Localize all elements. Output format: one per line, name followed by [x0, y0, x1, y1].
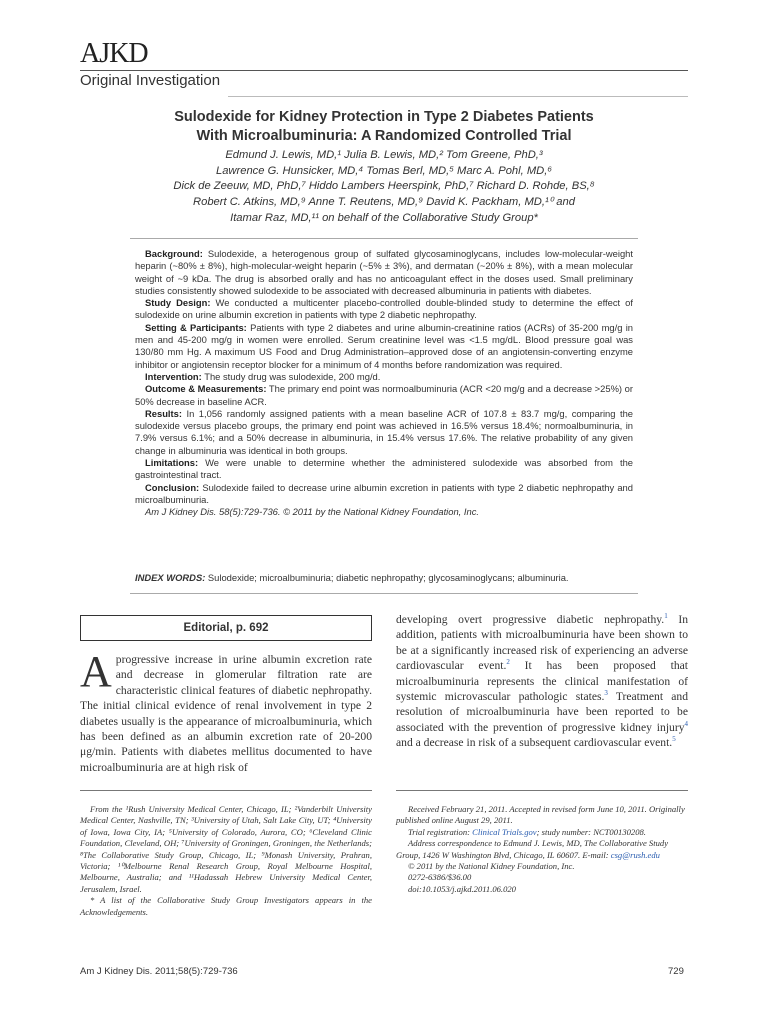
index-words-label: INDEX WORDS:	[135, 572, 206, 583]
section-rule	[228, 96, 688, 97]
body-text: progressive increase in urine albumin excretion rate and decrease in glomerular filtration rate are characteristic clinical features of diabetic nephropathy. The initial clinical evidence of renal involvement in type 2 diabetes usually is the appearance of microalbuminuria, which has been defined as an albumin excretion rate of 20-200 μg/min. Patients with diabetes mellitus documented to have microalbuminuria are at high risk of	[80, 653, 372, 774]
abstract-text: We were unable to determine whether the administered sulodexide was absorbed from the gastrointestinal tract.	[135, 457, 633, 481]
address-text: Address correspondence to Edmund J. Lewis, MD, The Collaborative Study Group, 1426 W Washington Blvd, Chicago, IL 60607. E-mail:	[396, 838, 669, 860]
section-label: Original Investigation	[80, 72, 221, 89]
editorial-link[interactable]: Editorial, p. 692	[80, 615, 372, 641]
article-title-line: With Microalbuminuria: A Randomized Controlled Trial	[196, 128, 572, 144]
author-list	[80, 148, 688, 227]
abstract-label: Background:	[145, 248, 203, 259]
abstract-label: Intervention:	[145, 370, 202, 382]
author-line: Lawrence G. Hunsicker, MD,⁴ Tomas Berl, MD,⁵ Marc A. Pohl, MD,⁶	[215, 164, 553, 177]
body-column-right	[396, 612, 688, 751]
abstract	[135, 248, 633, 519]
abstract-label: Limitations:	[145, 457, 199, 469]
received-dates: Received February 21, 2011. Accepted in revised form June 10, 2011. Originally published online August 29, 2011.	[396, 804, 685, 826]
reference-link[interactable]: 5	[672, 735, 676, 744]
correspondence-address	[396, 838, 688, 861]
abstract-text: In 1,056 randomly assigned patients with a mean baseline ACR of 107.8 ± 83.7 mg/g, comparing the sulodexide versus placebo groups, the primary end point was achieved in 16.5% versus 18.4%; normoalbuminuria, in 7.9% versus 6.1%; and a 50% decrease in albuminuria, in 15.4% versus 17.6%. The relative probability of any given change in albuminuria was identical in both groups.	[135, 407, 633, 456]
author-line: Robert C. Atkins, MD,⁹ Anne T. Reutens, MD,⁹ David K. Packham, MD,¹⁰ and	[193, 196, 575, 209]
abstract-label: Outcome & Measurements:	[145, 383, 267, 395]
reference-link[interactable]: 4	[684, 719, 688, 728]
abstract-text: Patients with type 2 diabetes and urine albumin-creatinine ratios (ACRs) of 35-200 mg/g in men and 45-200 mg/g in women were enrolled. Serum creatinine level was <1.5 mg/dL. Blood pressure goal was 130/80 mm Hg. A maximum US Food and Drug Administration–approved dose of an angiotensin-converting enzyme inhibitor or angiotensin receptor blocker for a minimum of 4 months before randomization was required.	[135, 321, 633, 370]
trial-registry-link[interactable]: Clinical Trials.gov	[472, 826, 537, 837]
body-text: In addition, patients with microalbuminuria have been shown to be at a significantly increased risk of experiencing an adverse cardiovascular event.	[396, 613, 688, 673]
article-title	[80, 108, 688, 146]
body-text: Treatment and resolution of microalbuminuria have been reported to be associated with the prevention of progressive kidney injury	[396, 690, 688, 734]
copyright-notice: © 2011 by the National Kidney Foundation, Inc.	[408, 861, 575, 872]
body-text: and a decrease in risk of a subsequent cardiovascular event.	[396, 736, 673, 750]
issn: 0272-6386/$36.00	[408, 872, 472, 883]
reference-link[interactable]: 2	[506, 658, 510, 667]
abstract-label: Conclusion:	[145, 481, 200, 493]
email-link[interactable]: csg@rush.edu	[610, 849, 660, 860]
body-column-left	[80, 647, 372, 775]
journal-logo: AJKD	[80, 38, 148, 69]
author-line: Dick de Zeeuw, MD, PhD,⁷ Hiddo Lambers Heerspink, PhD,⁷ Richard D. Rohde, BS,⁸	[173, 180, 595, 193]
footnote-rule	[80, 790, 372, 791]
trial-registration	[396, 827, 688, 838]
abstract-conclusion	[135, 482, 633, 507]
index-words-list: Sulodexide; microalbuminuria; diabetic nephropathy; glycosaminoglycans; albuminuria.	[207, 572, 569, 583]
abstract-design	[135, 297, 633, 322]
index-words	[135, 572, 633, 583]
abstract-label: Results:	[145, 407, 182, 419]
abstract-text: The primary end point was normoalbuminuria (ACR <20 mg/g and a decrease >25%) or 50% decrease in baseline ACR.	[135, 383, 634, 407]
abstract-limitations	[135, 457, 633, 482]
abstract-text: We conducted a multicenter placebo-controlled double-blinded study to determine the effect of sulodexide on urine albumin excretion in patients with type 2 diabetic nephropathy.	[135, 297, 633, 321]
abstract-outcome	[135, 383, 633, 408]
doi: doi:10.1053/j.ajkd.2011.06.020	[408, 883, 516, 894]
reference-link[interactable]: 3	[604, 689, 608, 698]
affiliations-text: From the ¹Rush University Medical Center, Chicago, IL; ²Vanderbilt University Medical Center, Nashville, TN; ³University of Utah, Salt Lake City, UT; ⁴University of Iowa, Iowa City, IA; ⁵University of Colorado, Aurora, CO; ⁶Cleveland Clinic Foundation, Cleveland, OH; ⁷University of Groningen, Groningen, the Netherlands; ⁸The Collaborative Study Group, Chicago, IL; ⁹Monash University, Prahran, Victoria; ¹⁰Melbourne Renal Research Group, Royal Melbourne Hospital, Melbourne, Australia; and ¹¹Hadassah Hebrew University Medical Center, Jerusalem, Israel.	[80, 804, 372, 894]
abstract-text: Sulodexide failed to decrease urine albumin excretion in patients with type 2 diabetic nephropathy and microalbuminuria.	[135, 481, 633, 505]
footnote-rule	[396, 790, 688, 791]
abstract-background	[135, 248, 633, 297]
abstract-citation: Am J Kidney Dis. 58(5):729-736. © 2011 by the National Kidney Foundation, Inc.	[145, 506, 480, 518]
article-title-line: Sulodexide for Kidney Protection in Type 2 Diabetes Patients	[174, 109, 594, 125]
footer-citation: Am J Kidney Dis. 2011;58(5):729-736	[80, 966, 238, 977]
article-notes	[396, 804, 688, 895]
abstract-text: The study drug was sulodexide, 200 mg/d.	[204, 370, 381, 382]
abstract-label: Study Design:	[145, 297, 211, 309]
investigators-note: * A list of the Collaborative Study Group Investigators appears in the Acknowledgements.	[80, 895, 372, 917]
trial-registration-label: Trial registration:	[408, 826, 473, 837]
trial-number: ; study number: NCT00130208.	[536, 826, 646, 837]
abstract-label: Setting & Participants:	[145, 321, 247, 333]
body-text: developing overt progressive diabetic nephropathy.	[396, 613, 665, 626]
abstract-setting	[135, 322, 633, 371]
author-affiliations	[80, 804, 372, 918]
body-text: It has been proposed that microalbuminuria represents the clinical manifestation of systemic microvascular pathologic states.	[396, 659, 688, 704]
abstract-results	[135, 408, 633, 457]
drop-cap: A	[80, 647, 112, 696]
author-line: Edmund J. Lewis, MD,¹ Julia B. Lewis, MD,² Tom Greene, PhD,³	[225, 149, 543, 161]
header-rule	[80, 70, 688, 71]
abstract-text: Sulodexide, a heterogenous group of sulfated glycosaminoglycans, includes low-molecular-weight heparin (~80% ± 8%), high-molecular-weight heparin (~5% ± 3%), and dermatan (~20% ± 8%), with a mean molecular weight of ~9 kDa. The drug is absorbed orally and has no anticoagulant effect in the doses used. Small preliminary studies consistently showed sulodexide to be associated with decreased albuminuria in patients with diabetes.	[135, 248, 634, 296]
author-line: Itamar Raz, MD,¹¹ on behalf of the Collaborative Study Group*	[230, 211, 538, 224]
abstract-intervention	[135, 371, 633, 383]
page-number: 729	[668, 966, 684, 977]
reference-link[interactable]: 1	[664, 612, 668, 621]
